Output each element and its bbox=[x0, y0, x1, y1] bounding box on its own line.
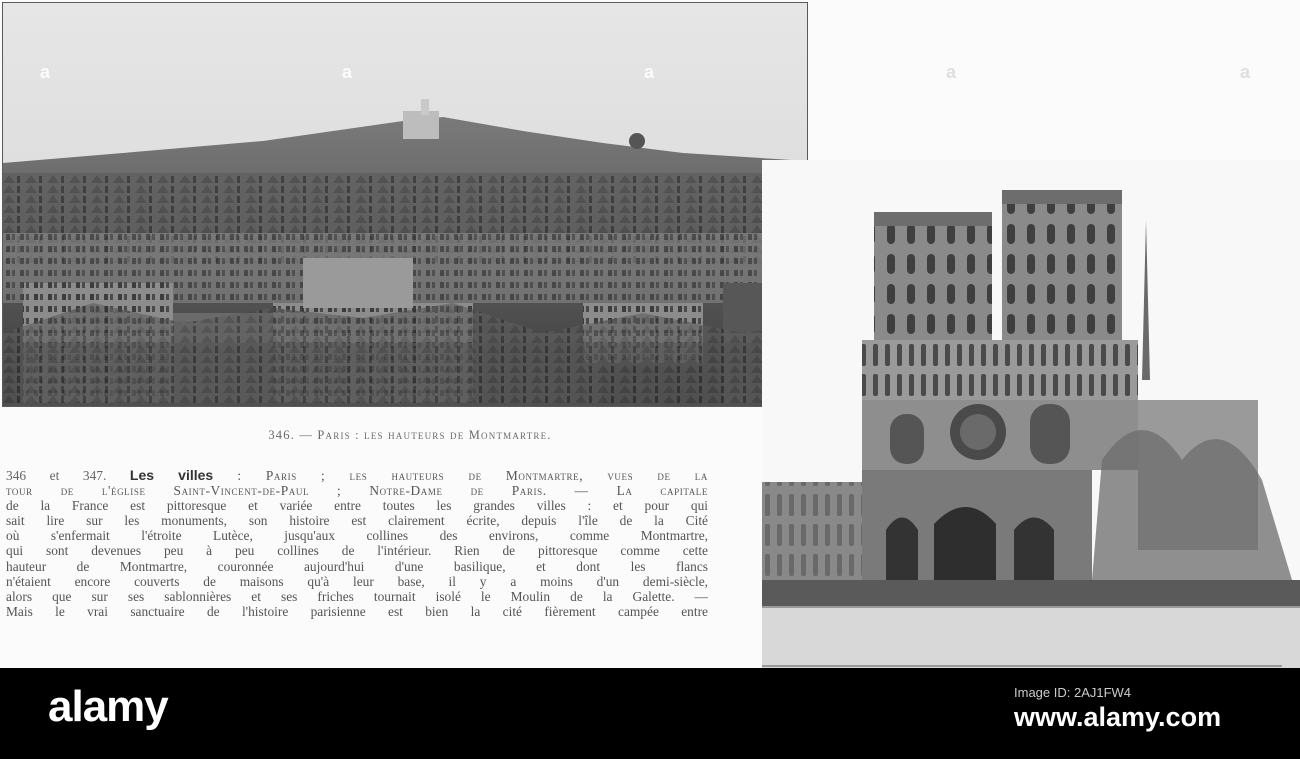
text-line: Mais le vrai sanctuaire de l'histoire parisienne est bien la cité fièrement campée entre bbox=[6, 603, 708, 619]
watermark-letter: a bbox=[946, 62, 957, 82]
notre-dame-photo bbox=[762, 160, 1300, 668]
text-line: où s'enfermait l'étroite Lutèce, jusqu'aux collines des environs, comme Montmartre, bbox=[6, 528, 708, 544]
text-run: : Paris ; les hauteurs de Montmartre, vues de la bbox=[213, 468, 708, 483]
text-line bbox=[6, 468, 708, 483]
montmartre-photo bbox=[2, 2, 808, 407]
body-text bbox=[6, 468, 708, 619]
text-line: alors que sur ses sablonnières et ses friches tournait isolé le Moulin de la Galette. — bbox=[6, 588, 708, 604]
figure-numbers: 346 et 347. bbox=[6, 468, 107, 483]
stock-footer-bar bbox=[0, 668, 1300, 759]
text-line: hauteur de Montmartre, couronnée aujourd'hui d'une basilique, et dont les flancs bbox=[6, 558, 708, 574]
watermark-letter: a bbox=[644, 62, 655, 82]
alamy-logo: alamy bbox=[48, 682, 168, 731]
image-id: Image ID: 2AJ1FW4 bbox=[1014, 685, 1132, 700]
site-url: www.alamy.com bbox=[1014, 702, 1222, 732]
watermark-letter: a bbox=[1240, 62, 1251, 82]
text-line: qui sont devenues peu à peu collines de l'intérieur. Rien de pittoresque comme cette bbox=[6, 543, 708, 559]
text-line: de la France est pittoresque et variée entre toutes les grandes villes : et pour qui bbox=[6, 498, 708, 514]
text-line: n'étaient encore couverts de maisons qu'à leur base, il y a moins d'un demi-siècle, bbox=[6, 573, 708, 589]
watermark-letter: a bbox=[342, 62, 353, 82]
text-line: sait lire sur les monuments, son histoire est clairement écrite, depuis l'île de la Cité bbox=[6, 513, 708, 529]
section-lead: Les villes bbox=[129, 468, 214, 483]
text-line: tour de l'église Saint-Vincent-de-Paul ; Notre-Dame de Paris. — La capitale bbox=[6, 483, 708, 499]
watermark-letter: a bbox=[40, 62, 51, 82]
figure-caption: 346. — Paris : les hauteurs de Montmartre. bbox=[268, 428, 552, 442]
